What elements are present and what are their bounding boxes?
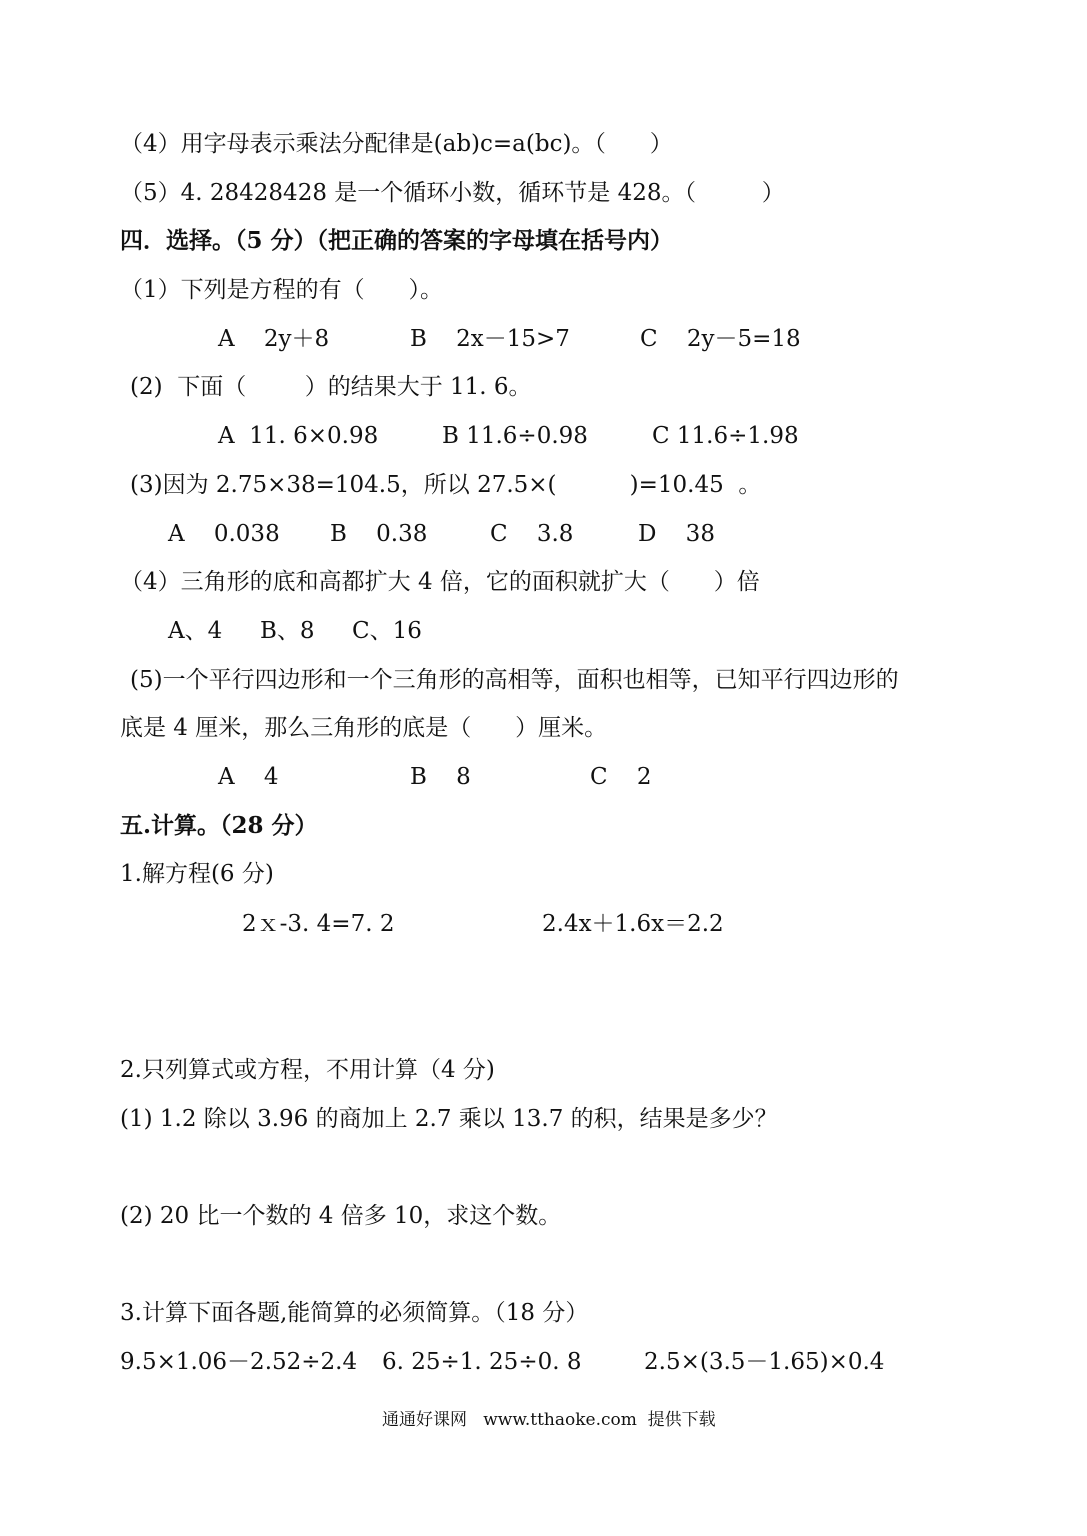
choice-q4-option-a: A、4 bbox=[168, 618, 223, 644]
footer-text: 通通好课网 www.tthaoke.com 提供下载 bbox=[382, 1410, 716, 1430]
section-4-title: 四．选择。（5 分）（把正确的答案的字母填在括号内） bbox=[120, 227, 674, 254]
expression-1: 9.5×1.06－2.52÷2.4 bbox=[120, 1349, 358, 1375]
choice-q3-option-c: C 3.8 bbox=[490, 521, 574, 547]
choice-q3-option-d: D 38 bbox=[638, 521, 715, 547]
part3-title: 3.计算下面各题,能简算的必须简算。（18 分） bbox=[120, 1300, 589, 1326]
part1-title: 1.解方程(6 分) bbox=[120, 861, 274, 887]
choice-q2-stem: (2) 下面（ ）的结果大于 11. 6。 bbox=[130, 374, 532, 400]
choice-q4-option-c: C、16 bbox=[352, 618, 422, 644]
choice-q5-stem-line1: (5)一个平行四边形和一个三角形的高相等，面积也相等，已知平行四边形的 bbox=[130, 667, 899, 693]
part2-title: 2.只列算式或方程，不用计算（4 分) bbox=[120, 1057, 495, 1083]
judge-q4: （4）用字母表示乘法分配律是(ab)c=a(bc)。（ ） bbox=[120, 131, 673, 157]
choice-q2-option-b: B 11.6÷0.98 bbox=[442, 423, 588, 449]
part2-q1: (1) 1.2 除以 3.96 的商加上 2.7 乘以 13.7 的积，结果是多少？ bbox=[120, 1106, 778, 1132]
choice-q3-stem: (3)因为 2.75×38=104.5，所以 27.5×( )=10.45 。 bbox=[130, 472, 762, 498]
choice-q2-option-a: A 11. 6×0.98 bbox=[218, 423, 379, 449]
section-5-title: 五.计算。（28 分） bbox=[120, 812, 318, 839]
choice-q5-option-b: B 8 bbox=[410, 764, 471, 790]
choice-q1-stem: （1）下列是方程的有（ ）。 bbox=[120, 277, 443, 303]
choice-q4-option-b: B、8 bbox=[260, 618, 315, 644]
choice-q5-stem-line2: 底是 4 厘米，那么三角形的底是（ ）厘米。 bbox=[120, 715, 608, 741]
judge-q5: （5）4. 28428428 是一个循环小数，循环节是 428。（ ） bbox=[120, 180, 785, 206]
part2-q2: (2) 20 比一个数的 4 倍多 10，求这个数。 bbox=[120, 1203, 562, 1229]
choice-q4-stem: （4）三角形的底和高都扩大 4 倍，它的面积就扩大（ ）倍 bbox=[120, 569, 760, 595]
expression-2: 6. 25÷1. 25÷0. 8 bbox=[382, 1349, 582, 1375]
choice-q5-option-c: C 2 bbox=[590, 764, 652, 790]
choice-q3-option-a: A 0.038 bbox=[168, 521, 280, 547]
choice-q2-option-c: C 11.6÷1.98 bbox=[652, 423, 799, 449]
choice-q1-option-c: C 2y－5=18 bbox=[640, 326, 801, 352]
equation-2: 2.4x＋1.6x＝2.2 bbox=[542, 911, 724, 937]
expression-3: 2.5×(3.5－1.65)×0.4 bbox=[644, 1349, 885, 1375]
choice-q1-option-a: A 2y＋8 bbox=[218, 326, 330, 352]
choice-q3-option-b: B 0.38 bbox=[330, 521, 428, 547]
choice-q5-option-a: A 4 bbox=[218, 764, 279, 790]
equation-1: 2ｘ-3. 4=7. 2 bbox=[242, 911, 395, 937]
choice-q1-option-b: B 2x－15>7 bbox=[410, 326, 570, 352]
